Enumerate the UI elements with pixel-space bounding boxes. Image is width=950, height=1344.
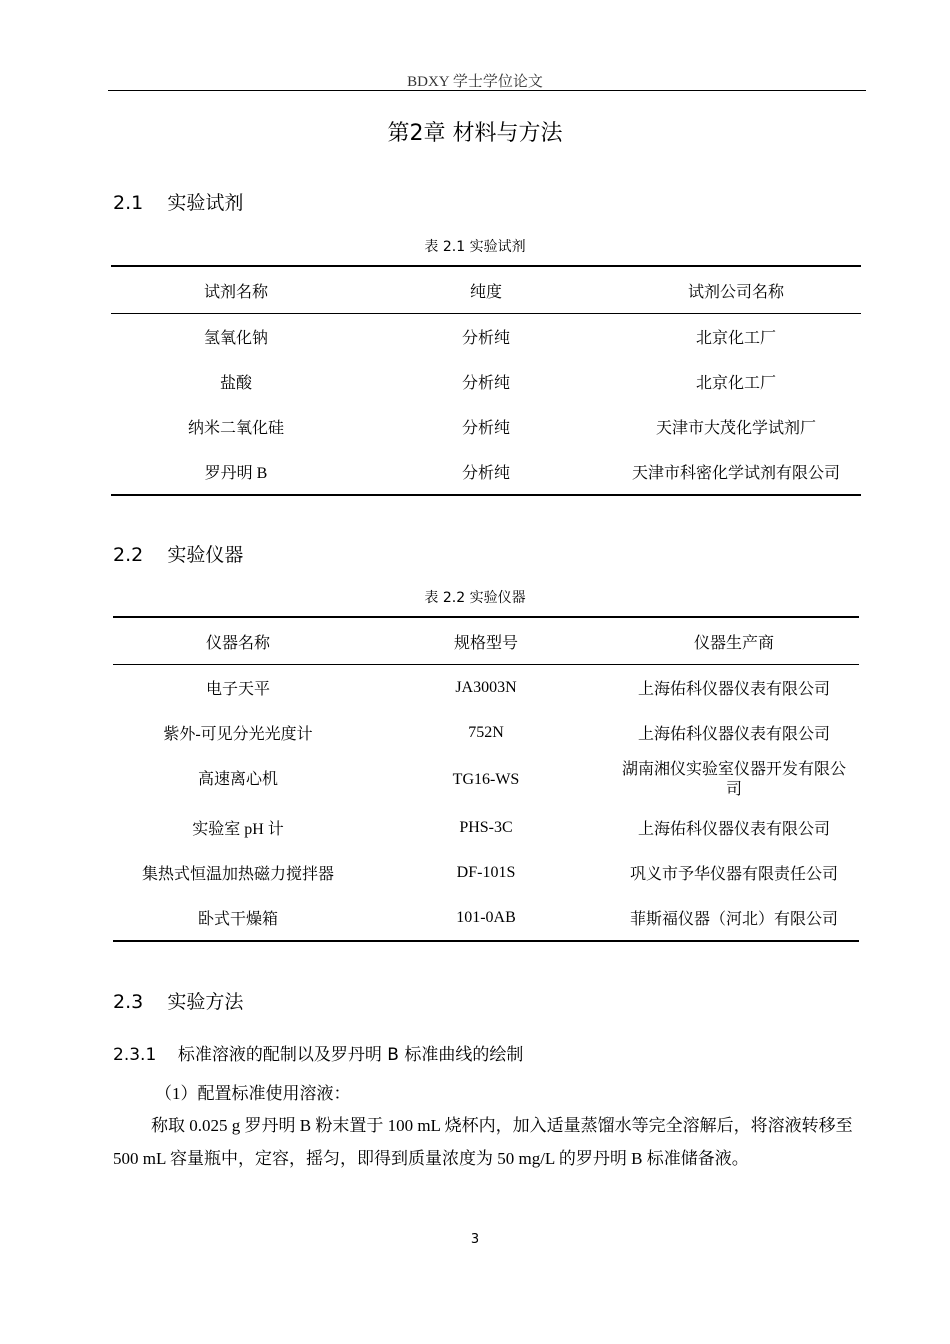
table-row [113,665,859,711]
header-rule [108,90,866,91]
table-cell: 巩义市予华仪器有限责任公司 [629,866,838,883]
table-cell: 上海佑科仪器仪表有限公司 [637,726,830,743]
reagents-table [111,265,861,496]
table-2-caption: 表 2.2 实验仪器 [424,590,526,606]
table-cell: 天津市科密化学试剂有限公司 [631,465,840,482]
page-number: 3 [470,1232,480,1247]
column-header: 纯度 [361,266,611,314]
table-cell: 纳米二氧化硅 [187,420,284,437]
table-cell: 电子天平 [205,681,270,698]
running-header: BDXY 学士学位论文 [407,74,543,90]
table-cell: 氢氧化钠 [203,330,268,347]
section-heading-2-1: 2.1 实验试剂 [113,192,244,214]
table-header-row [113,617,859,665]
table-header-row [111,266,861,314]
table-row [113,895,859,941]
table-cell: 101-0AB [456,908,516,926]
table-cell: 上海佑科仪器仪表有限公司 [637,681,830,698]
table-cell: 分析纯 [461,420,510,437]
table-cell: JA3003N [455,678,517,696]
table-cell: 分析纯 [461,375,510,392]
column-header: 试剂名称 [111,266,361,314]
section-heading-2-2: 2.2 实验仪器 [113,544,244,566]
step-label: （1）配置标准使用溶液： [155,1084,351,1103]
table-cell: DF-101S [456,863,516,881]
instruments-table [113,616,859,942]
table-row [111,359,861,404]
column-header: 仪器生产商 [609,617,859,665]
table-row [113,755,859,805]
table-cell: 北京化工厂 [695,375,776,392]
table-cell: 分析纯 [461,330,510,347]
table-cell: 盐酸 [219,375,252,392]
table-cell: 罗丹明 B [204,465,268,482]
chapter-title: 第2章 材料与方法 [387,121,563,146]
table-cell: 天津市大茂化学试剂厂 [655,420,816,437]
table-row [113,710,859,755]
table-cell: TG16-WS [452,771,520,788]
column-header: 试剂公司名称 [611,266,861,314]
table-cell: 北京化工厂 [695,330,776,347]
body-paragraph: 称取 0.025 g 罗丹明 B 粉末置于 100 mL 烧杯内，加入适量蒸馏水等完全溶解后，将溶液转移至 500 mL 容量瓶中，定容，摇匀，即得到质量浓度为 50 mg/L 的罗丹明 B 标准储备液。 [113,1116,853,1168]
table-1-caption: 表 2.1 实验试剂 [424,239,526,255]
column-header: 仪器名称 [113,617,363,665]
table-row [111,314,861,360]
table-row [113,850,859,895]
table-cell: 菲斯福仪器（河北）有限公司 [629,911,838,928]
table-cell: 分析纯 [461,465,510,482]
table-cell: 高速离心机 [197,771,278,788]
table-row [111,449,861,495]
table-cell: 卧式干燥箱 [197,911,278,928]
subsection-heading-2-3-1: 2.3.1 标准溶液的配制以及罗丹明 B 标准曲线的绘制 [113,1045,524,1065]
column-header: 规格型号 [363,617,609,665]
table-cell: PHS-3C [459,818,513,836]
table-row [113,805,859,850]
table-cell: 湖南湘仪实验室仪器开发有限公司 [621,761,846,798]
table-cell: 集热式恒温加热磁力搅拌器 [141,866,334,883]
table-cell: 实验室 pH 计 [192,821,284,838]
section-heading-2-3: 2.3 实验方法 [113,991,244,1013]
table-cell: 上海佑科仪器仪表有限公司 [637,821,830,838]
table-row [111,404,861,449]
table-cell: 紫外-可见分光光度计 [163,726,313,743]
table-cell: 752N [468,723,504,741]
